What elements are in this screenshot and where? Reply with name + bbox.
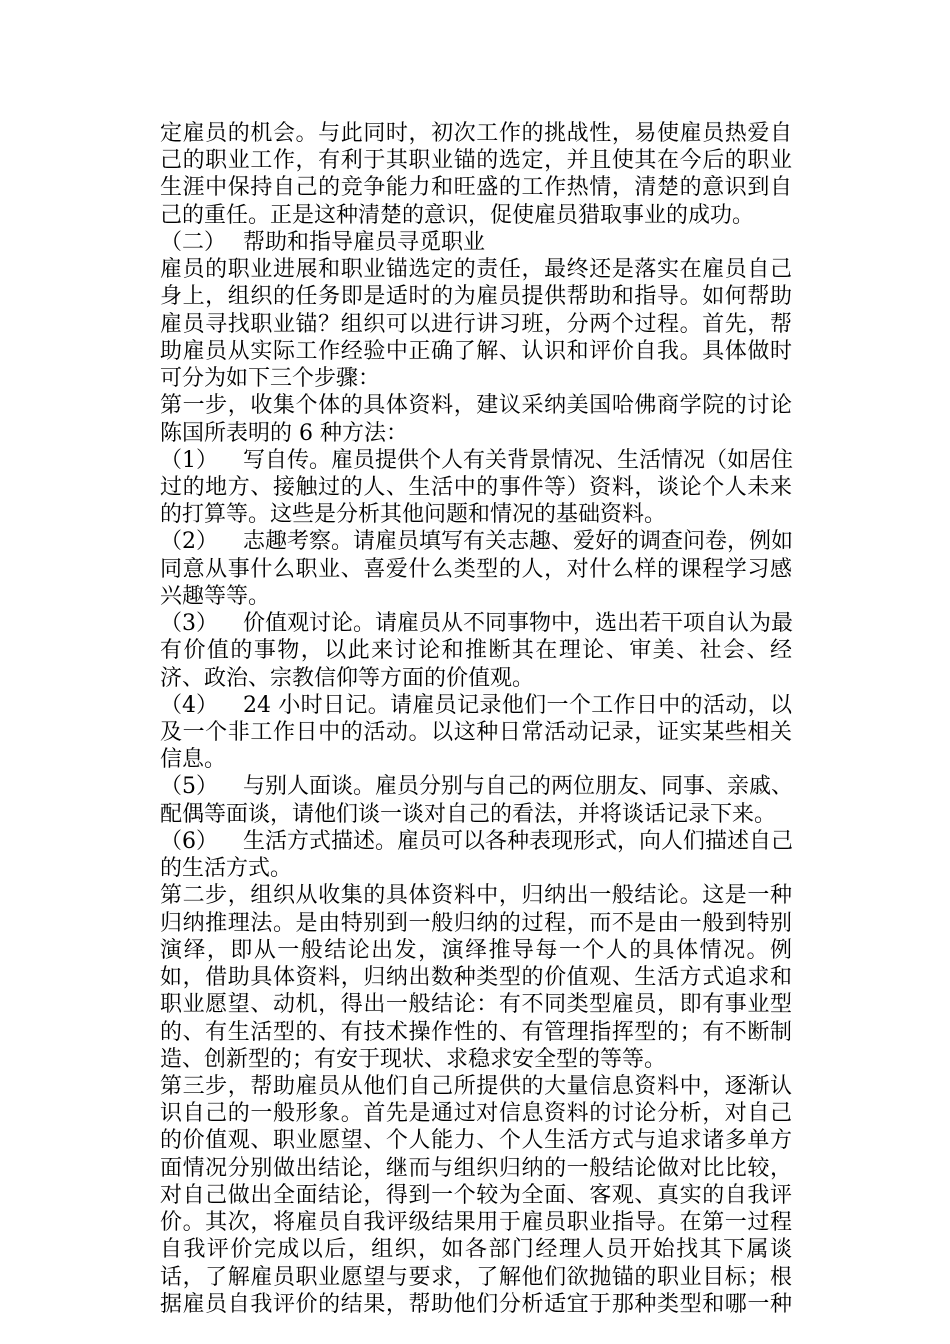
section-number: （二） [160, 229, 227, 255]
item-number: （2） [160, 529, 218, 555]
item-text: 生活方式描述。雇员可以各种表现形式，向人们描述自己 [243, 828, 794, 854]
section-title: 帮助和指导雇员寻觅职业 [243, 229, 486, 255]
item-text: 价值观讨论。请雇员从不同事物中，选出若干项自认为最 [243, 611, 794, 637]
text-line: 济、政治、宗教信仰等方面的价值观。 [160, 665, 535, 691]
item-text: 24 小时日记。请雇员记录他们一个工作日中的活动，以 [243, 692, 792, 718]
text-line: 第三步，帮助雇员从他们自己所提供的大量信息资料中，逐渐认 [160, 1073, 792, 1099]
text-line: 生涯中保持自己的竞争能力和旺盛的工作热情，清楚的意识到自 [160, 175, 792, 201]
text-line: 身上，组织的任务即是适时的为雇员提供帮助和指导。如何帮助 [160, 284, 792, 310]
text-line: 识自己的一般形象。首先是通过对信息资料的讨论分析，对自己 [160, 1101, 792, 1127]
text-line: 自我评价完成以后，组织，如各部门经理人员开始找其下属谈 [160, 1237, 792, 1263]
text-line: 的价值观、职业愿望、个人能力、个人生活方式与追求诸多单方 [160, 1128, 792, 1154]
text-line: 己的职业工作，有利于其职业锚的选定，并且使其在今后的职业 [160, 148, 792, 174]
text-line: 如，借助具体资料，归纳出数种类型的价值观、生活方式追求和 [160, 965, 792, 991]
text-line: 第二步，组织从收集的具体资料中，归纳出一般结论。这是一种 [160, 883, 792, 909]
text-line: 过的地方、接触过的人、生活中的事件等）资料，谈论个人未来 [160, 474, 792, 500]
text-line: 兴趣等等。 [160, 583, 271, 609]
text-line: 造、创新型的；有安于现状、求稳求安全型的等等。 [160, 1046, 667, 1072]
item-number: （6） [160, 828, 218, 854]
item-text: 与别人面谈。雇员分别与自己的两位朋友、同事、亲戚、 [243, 774, 794, 800]
text-line [160, 773, 792, 800]
text-line: 信息。 [160, 747, 227, 773]
text-line: 第一步，收集个体的具体资料，建议采纳美国哈佛商学院的讨论 [160, 393, 792, 419]
text-line: 面情况分别做出结论，继而与组织归纳的一般结论做对比比较， [160, 1155, 792, 1181]
text-line: 可分为如下三个步骤： [160, 366, 381, 392]
text-line [160, 828, 792, 855]
text-line: 陈国所表明的 6 种方法： [160, 420, 408, 446]
text-line: 雇员寻找职业锚？组织可以进行讲习班，分两个过程。首先，帮 [160, 311, 792, 337]
text-line: 演绎，即从一般结论出发，演绎推导每一个人的具体情况。例 [160, 937, 792, 963]
text-line: 的、有生活型的、有技术操作性的、有管理指挥型的；有不断制 [160, 1019, 792, 1045]
text-line: 定雇员的机会。与此同时，初次工作的挑战性，易使雇员热爱自 [160, 121, 792, 146]
item-number: （5） [160, 774, 218, 800]
text-line: 的打算等。这些是分析其他问题和情况的基础资料。 [160, 502, 667, 528]
text-line [160, 692, 792, 719]
text-line: 助雇员从实际工作经验中正确了解、认识和评价自我。具体做时 [160, 338, 792, 364]
text-line [160, 528, 792, 555]
section-heading [160, 229, 792, 256]
item-text: 写自传。雇员提供个人有关背景情况、生活情况（如居住 [243, 447, 794, 473]
text-line: 配偶等面谈，请他们谈一谈对自己的看法，并将谈话记录下来。 [160, 801, 777, 827]
text-line: 同意从事什么职业、喜爱什么类型的人，对什么样的课程学习感 [160, 556, 792, 582]
text-line [160, 610, 792, 637]
text-line [160, 447, 792, 474]
text-line: 及一个非工作日中的活动。以这种日常活动记录，证实某些相关 [160, 720, 792, 745]
text-line: 归纳推理法。是由特别到一般归纳的过程，而不是由一般到特别 [160, 910, 792, 936]
text-line: 价。其次，将雇员自我评级结果用于雇员职业指导。在第一过程 [160, 1210, 792, 1236]
item-text: 志趣考察。请雇员填写有关志趣、爱好的调查问卷，例如 [243, 529, 794, 555]
item-number: （3） [160, 611, 218, 637]
text-line: 的生活方式。 [160, 856, 293, 882]
text-line: 雇员的职业进展和职业锚选定的责任，最终还是落实在雇员自己 [160, 257, 792, 283]
text-line: 据雇员自我评价的结果，帮助他们分析适宜于那种类型和哪一种 [160, 1291, 792, 1317]
item-number: （4） [160, 692, 218, 718]
text-line: 己的重任。正是这种清楚的意识，促使雇员猎取事业的成功。 [160, 202, 755, 228]
text-line: 有价值的事物，以此来讨论和推断其在理论、审美、社会、经 [160, 638, 792, 664]
text-line: 对自己做出全面结论，得到一个较为全面、客观、真实的自我评 [160, 1182, 792, 1208]
item-number: （1） [160, 447, 218, 473]
text-line: 职业愿望、动机，得出一般结论：有不同类型雇员，即有事业型 [160, 992, 792, 1018]
text-line: 话，了解雇员职业愿望与要求，了解他们欲抛锚的职业目标；根 [160, 1264, 792, 1290]
